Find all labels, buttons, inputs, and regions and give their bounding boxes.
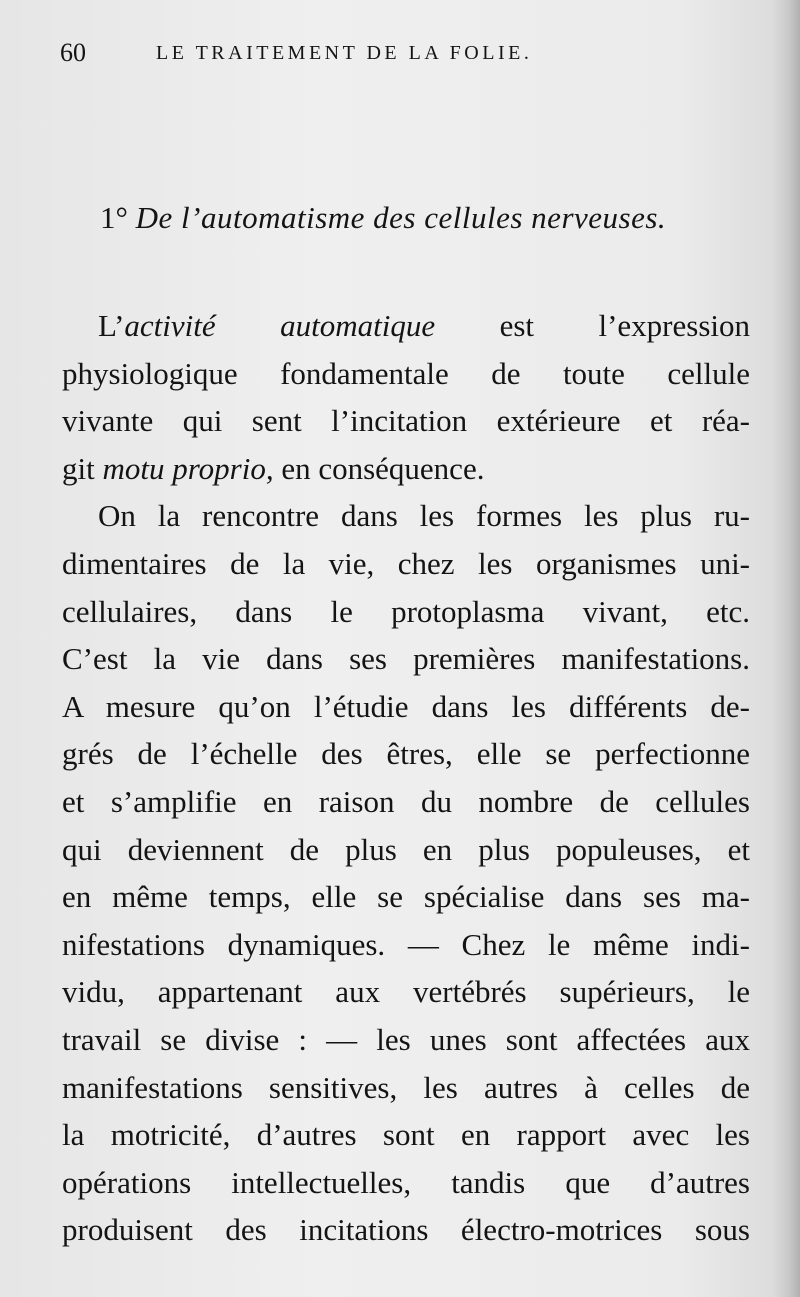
- text-fragment: git: [62, 450, 103, 486]
- text-line: la motricité, d’autres sont en rapport avec les: [62, 1117, 750, 1153]
- text-line: nifestations dynamiques. — Chez le même indi-: [62, 926, 750, 962]
- page-edge-shadow: [772, 0, 800, 1297]
- text-line: [62, 302, 750, 350]
- page-number: 60: [60, 38, 86, 67]
- text-line: vidu, appartenant aux vertébrés supérieurs, le: [62, 974, 750, 1010]
- text-line: grés de l’échelle des êtres, elle se perfectionne: [62, 736, 750, 772]
- text-line: cellulaires, dans le protoplasma vivant, etc.: [62, 593, 750, 629]
- body-text: [62, 302, 750, 1254]
- text-line: physiologique fondamentale de toute cellule: [62, 355, 750, 391]
- section-number: 1°: [100, 200, 128, 235]
- text-line: dimentaires de la vie, chez les organismes uni-: [62, 545, 750, 581]
- text-line: A mesure qu’on l’étudie dans les différents de-: [62, 688, 750, 724]
- text-fragment: L’: [98, 308, 125, 343]
- section-title: De l’automatisme des cellules nerveuses.: [135, 200, 667, 235]
- text-fragment: en conséquence.: [273, 450, 485, 486]
- text-line: et s’amplifie en raison du nombre de cellules: [62, 783, 750, 819]
- running-header: [60, 38, 760, 78]
- text-line: manifestations sensitives, les autres à celles de: [62, 1069, 750, 1105]
- italic-term: activité automatique: [124, 308, 436, 343]
- text-line: qui deviennent de plus en plus populeuses, et: [62, 831, 750, 867]
- text-line: [62, 445, 750, 493]
- text-line: vivante qui sent l’incitation extérieure et réa-: [62, 403, 750, 439]
- running-title: LE TRAITEMENT DE LA FOLIE.: [156, 42, 533, 64]
- text-line: travail se divise : — les unes sont affectées aux: [62, 1021, 750, 1057]
- text-line: C’est la vie dans ses premières manifestations.: [62, 641, 750, 677]
- text-fragment: est l’expression: [435, 308, 750, 343]
- italic-term: motu proprio,: [102, 450, 274, 486]
- text-line: On la rencontre dans les formes les plus ru-: [98, 498, 750, 534]
- text-line: opérations intellectuelles, tandis que d’autres: [62, 1164, 750, 1200]
- text-line: en même temps, elle se spécialise dans ses ma-: [62, 879, 750, 915]
- section-heading: [100, 200, 760, 236]
- text-line: produisent des incitations électro-motrices sous: [62, 1212, 750, 1248]
